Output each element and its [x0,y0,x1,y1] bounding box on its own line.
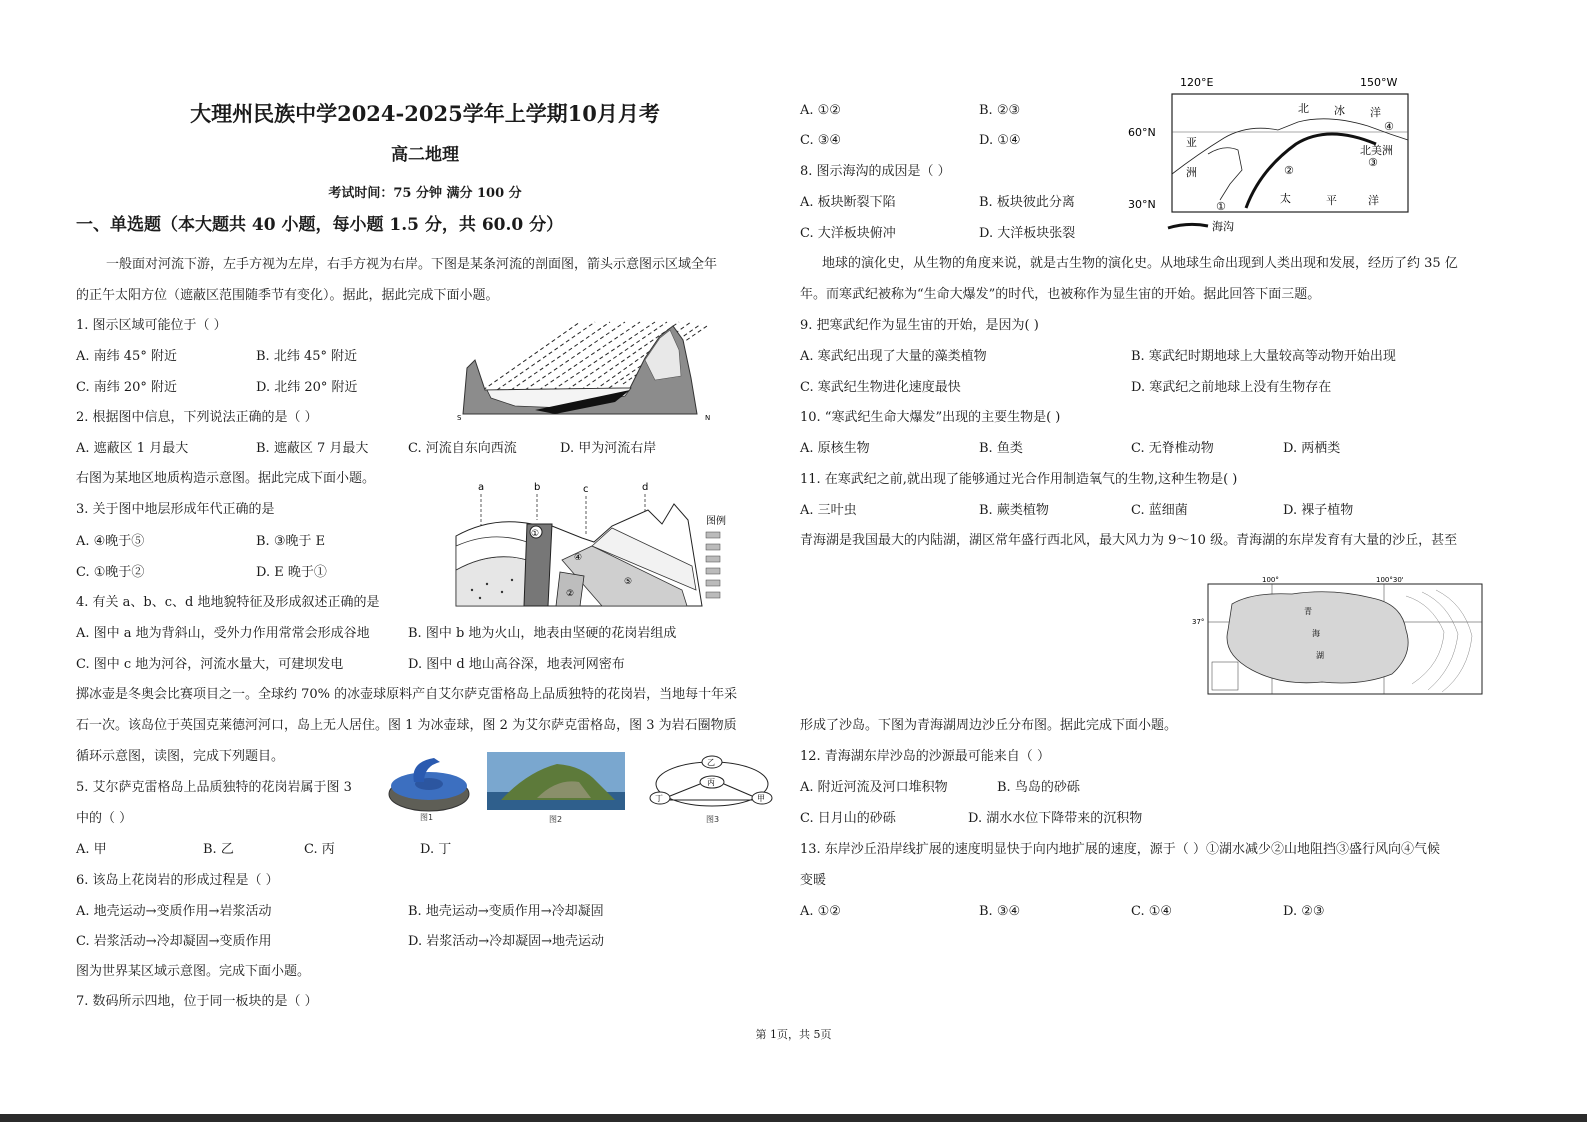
passage-text: 掷冰壶是冬奥会比赛项目之一。全球约 70% 的冰壶球原料产自艾尔萨克雷格岛上品质独特的花岗岩，当地每十年采 [76,687,738,702]
option-13b[interactable]: B. ③④ [979,904,1021,919]
option-8c[interactable]: C. 大洋板块俯冲 [800,226,896,241]
option-7a[interactable]: A. ①② [800,103,841,118]
option-5c[interactable]: C. 丙 [304,842,335,857]
river-north-label: N [705,414,711,422]
option-4d[interactable]: D. 图中 d 地山高谷深，地表河网密布 [408,657,625,672]
option-8a[interactable]: A. 板块断裂下陷 [800,195,896,210]
question-5-cont: 中的（ ） [76,811,133,826]
map-asia-1: 亚 [1186,136,1197,149]
map-ocean-1: 北 [1298,102,1309,115]
geo-num-5: ⑤ [624,577,633,587]
option-1b[interactable]: B. 北纬 45° 附近 [256,349,358,364]
map-circle-4: ④ [1384,120,1394,133]
passage-text: 循环示意图，读图，完成下列题目。 [76,749,285,764]
passage-text: 图为世界某区域示意图。完成下面小题。 [76,964,311,979]
river-profile-figure [455,318,725,424]
option-3a[interactable]: A. ④晚于⑤ [76,534,145,549]
option-5d[interactable]: D. 丁 [420,842,452,857]
passage-text: 石一次。该岛位于英国克莱德河河口，岛上无人居住。图 1 为冰壶球，图 2 为艾尔萨克雷格岛，图 3 为岩石圈物质 [76,718,737,733]
option-12a[interactable]: A. 附近河流及河口堆积物 [800,780,948,795]
geo-num-2: ② [566,589,575,599]
geo-num-4: ④ [574,553,583,563]
geo-label-a: a [478,482,485,493]
question-4: 4. 有关 a、b、c、d 地地貌特征及形成叙述正确的是 [76,595,380,610]
option-5b[interactable]: B. 乙 [203,842,234,857]
option-13d[interactable]: D. ②③ [1283,904,1325,919]
question-13-cont: 变暖 [800,873,827,888]
option-10c[interactable]: C. 无脊椎动物 [1131,441,1214,456]
geo-label-d: d [642,482,649,493]
geo-label-b: b [534,482,541,493]
map-lon-150: 150°W [1360,76,1398,89]
option-9b[interactable]: B. 寒武纪时期地球上大量较高等动物开始出现 [1131,349,1396,364]
option-12b[interactable]: B. 鸟岛的砂砾 [997,780,1080,795]
option-2a[interactable]: A. 遮蔽区 1 月最大 [76,441,189,456]
option-8d[interactable]: D. 大洋板块张裂 [979,226,1076,241]
map-pacific-3: 洋 [1368,194,1379,207]
qinghai-lake-figure [1192,574,1492,698]
option-7c[interactable]: C. ③④ [800,133,842,148]
map-lon-120: 120°E [1180,76,1214,89]
geo-label-c: c [583,484,589,495]
option-12d[interactable]: D. 湖水水位下降带来的沉积物 [968,811,1143,826]
option-5a[interactable]: A. 甲 [76,842,107,857]
map-circle-2: ② [1284,164,1294,177]
fig2-caption: 图2 [549,815,563,824]
option-6c[interactable]: C. 岩浆活动→冷却凝固→变质作用 [76,934,272,949]
curling-stone-figure [384,752,474,822]
option-10a[interactable]: A. 原核生物 [800,441,870,456]
option-3d[interactable]: D. E 晚于① [256,565,327,580]
question-10: 10. “寒武纪生命大爆发”出现的主要生物是( ) [800,410,1061,425]
option-7b[interactable]: B. ②③ [979,103,1021,118]
passage-text: 地球的演化史，从生物的角度来说，就是古生物的演化史。从地球生命出现到人类出现和发展，经历了约 35 亿 [822,256,1458,271]
map-circle-3: ③ [1368,156,1378,169]
map-trench-legend: 海沟 [1212,220,1234,233]
passage-text: 右图为某地区地质构造示意图。据此完成下面小题。 [76,471,376,486]
option-7d[interactable]: D. ①④ [979,133,1021,148]
option-9c[interactable]: C. 寒武纪生物进化速度最快 [800,380,961,395]
option-9a[interactable]: A. 寒武纪出现了大量的藻类植物 [800,349,987,364]
passage-text: 青海湖是我国最大的内陆湖，湖区常年盛行西北风，最大风力为 9～10 级。青海湖的东岸发育有大量的沙丘，甚至 [800,533,1458,548]
option-3b[interactable]: B. ③晚于 E [256,534,326,549]
passage-text: 年。而寒武纪被称为“生命大爆发”的时代，也被称作为显生宙的开始。据此回答下面三题。 [800,287,1321,302]
option-1d[interactable]: D. 北纬 20° 附近 [256,380,358,395]
pacific-map-figure [1128,74,1428,238]
cycle-ding: 丁 [655,794,663,803]
geo-num-1: ① [531,529,540,539]
fig1-caption: 图1 [420,813,434,822]
lake-lon-10030: 100°30' [1376,576,1404,584]
question-1: 1. 图示区域可能位于（ ） [76,318,227,333]
page-footer: 第 1页，共 5页 [755,1028,832,1041]
option-4b[interactable]: B. 图中 b 地为火山，地表由坚硬的花岗岩组成 [408,626,677,641]
option-13c[interactable]: C. ①④ [1131,904,1173,919]
question-2: 2. 根据图中信息，下列说法正确的是（ ） [76,410,318,425]
geo-legend-title: 图例 [706,516,726,527]
map-circle-1: ① [1216,200,1226,213]
cycle-yi: 乙 [707,758,715,767]
page-subtitle: 高二地理 [391,145,459,165]
question-9: 9. 把寒武纪作为显生宙的开始，是因为( ) [800,318,1039,333]
option-11d[interactable]: D. 裸子植物 [1283,503,1354,518]
exam-info: 考试时间：75 分钟 满分 100 分 [328,186,522,201]
passage-text: 形成了沙岛。下图为青海湖周边沙丘分布图。据此完成下面小题。 [800,718,1178,733]
map-lat-30: 30°N [1128,198,1156,211]
map-pacific-2: 平 [1326,194,1337,207]
section-heading: 一、单选题（本大题共 40 小题，每小题 1.5 分，共 60.0 分） [76,215,564,235]
option-2d[interactable]: D. 甲为河流右岸 [560,441,657,456]
option-1c[interactable]: C. 南纬 20° 附近 [76,380,178,395]
rock-cycle-figure [640,752,786,824]
option-11a[interactable]: A. 三叶虫 [800,503,857,518]
lake-lon-100: 100° [1262,576,1279,584]
option-6d[interactable]: D. 岩浆活动→冷却凝固→地壳运动 [408,934,605,949]
question-8: 8. 图示海沟的成因是（ ） [800,164,951,179]
lake-lat-37: 37° [1192,618,1205,626]
question-3: 3. 关于图中地层形成年代正确的是 [76,502,275,517]
passage-text: 一般面对河流下游，左手方视为左岸，右手方视为右岸。下图是某条河流的剖面图，箭头示意图示区域全年 [106,257,718,272]
map-lat-60: 60°N [1128,126,1156,139]
geology-figure [452,480,742,610]
cycle-bing: 丙 [707,778,715,787]
map-asia-2: 洲 [1186,166,1197,179]
option-2b[interactable]: B. 遮蔽区 7 月最大 [256,441,369,456]
option-9d[interactable]: D. 寒武纪之前地球上没有生物存在 [1131,380,1332,395]
option-13a[interactable]: A. ①② [800,904,841,919]
map-ocean-2: 冰 [1334,104,1345,117]
island-photo-figure [487,752,625,824]
question-6: 6. 该岛上花岗岩的形成过程是（ ） [76,873,279,888]
question-7: 7. 数码所示四地，位于同一板块的是（ ） [76,994,318,1009]
option-4c[interactable]: C. 图中 c 地为河谷，河流水量大，可建坝发电 [76,657,344,672]
option-6a[interactable]: A. 地壳运动→变质作用→岩浆活动 [76,904,272,919]
option-10d[interactable]: D. 两栖类 [1283,441,1341,456]
river-south-label: S [457,414,462,422]
option-1a[interactable]: A. 南纬 45° 附近 [76,349,177,364]
bottom-bar [0,1114,1587,1122]
option-11b[interactable]: B. 蕨类植物 [979,503,1049,518]
cycle-jia: 甲 [757,794,765,803]
passage-text: 的正午太阳方位（遮蔽区范围随季节有变化）。据此，据此完成下面小题。 [76,288,499,303]
question-12: 12. 青海湖东岸沙岛的沙源最可能来自（ ） [800,749,1050,764]
page-title: 大理州民族中学2024-2025学年上学期10月月考 [190,101,660,126]
option-12c[interactable]: C. 日月山的砂砾 [800,811,896,826]
lake-label-h: 海 [1312,629,1320,638]
option-6b[interactable]: B. 地壳运动→变质作用→冷却凝固 [408,904,604,919]
lake-label-hu: 湖 [1316,651,1324,660]
option-8b[interactable]: B. 板块彼此分离 [979,195,1075,210]
map-ocean-3: 洋 [1370,106,1381,119]
map-pacific-1: 太 [1280,192,1291,205]
lake-label-q: 青 [1304,607,1312,616]
option-4a[interactable]: A. 图中 a 地为背斜山，受外力作用常常会形成谷地 [76,626,370,641]
question-5: 5. 艾尔萨克雷格岛上品质独特的花岗岩属于图 3 [76,780,352,795]
fig3-caption: 图3 [706,815,720,824]
question-11: 11. 在寒武纪之前,就出现了能够通过光合作用制造氧气的生物,这种生物是( ) [800,472,1238,487]
option-11c[interactable]: C. 蓝细菌 [1131,503,1188,518]
map-north-america: 北美洲 [1360,144,1393,157]
option-2c[interactable]: C. 河流自东向西流 [408,441,517,456]
question-13: 13. 东岸沙丘沿岸线扩展的速度明显快于向内地扩展的速度，源于（ ）①湖水减少②山地阻挡③盛行风向④气候 [800,842,1440,857]
option-3c[interactable]: C. ①晚于② [76,565,145,580]
option-10b[interactable]: B. 鱼类 [979,441,1023,456]
